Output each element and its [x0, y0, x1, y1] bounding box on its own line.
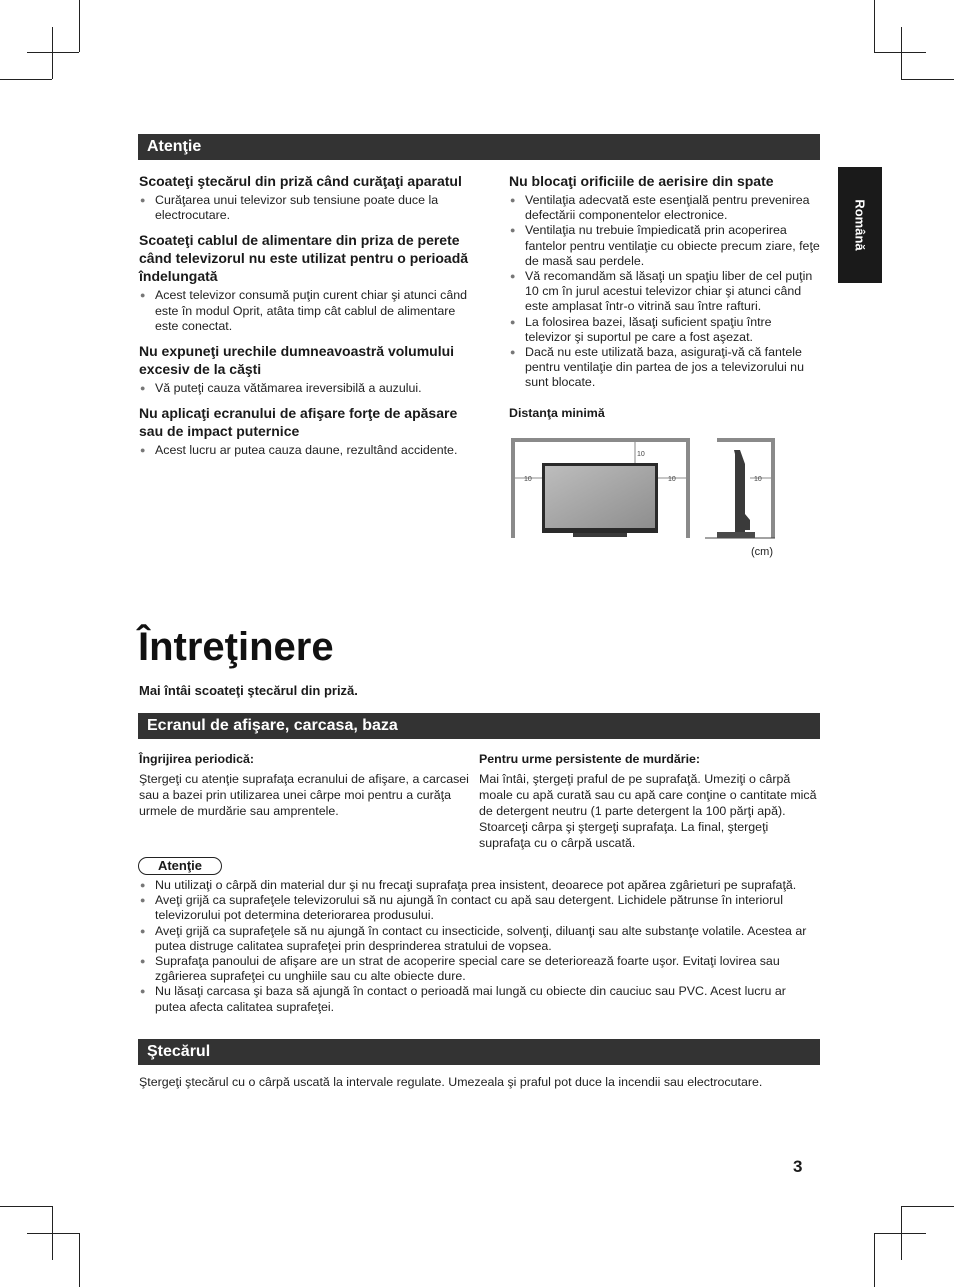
- maintenance-bullet: ● Aveţi grijă ca suprafeţele televizorului să nu ajungă în contact cu apă sau detergent. Lichidele pătrunse în interiorul televizorului pot determina deteriorarea produsului.: [139, 893, 820, 923]
- dim-side: 10: [754, 476, 762, 483]
- maintenance-intro: Mai întâi scoateţi ştecărul din priză.: [139, 683, 358, 698]
- language-tab-label: Română: [852, 199, 868, 251]
- maintenance-bullet: ● Nu lăsaţi carcasa şi baza să ajungă în contact o perioadă mai lungă cu obiecte din cauciuc sau PVC. Acest lucru ar putea afecta calitatea suprafeţei.: [139, 984, 820, 1014]
- caution-bullet: ● Vă puteţi cauza vătămarea ireversibilă a auzului.: [139, 381, 469, 396]
- caution-item: [139, 172, 469, 223]
- caution-item: [139, 231, 469, 334]
- periodic-text: Ştergeţi cu atenţie suprafaţa ecranului de afişare, a carcasei sau a bazei prin utilizarea unei cârpe moi pentru a curăţa urmele de murdărie sau amprentele.: [139, 772, 469, 818]
- ventilation-bullet: ● Ventilaţia nu trebuie împiedicată prin acoperirea fantelor pentru ventilaţie cu obiecte precum ziare, feţe de masă sau perdele.: [509, 223, 820, 269]
- clearance-diagram: [505, 430, 795, 565]
- caution-heading: Nu expuneţi urechile dumneavoastră volumului excesiv de la căşti: [139, 343, 455, 378]
- periodic-care: [139, 751, 477, 819]
- periodic-title: Îngrijirea periodică:: [139, 752, 254, 766]
- maintenance-caution-list: [139, 878, 820, 1023]
- ventilation-bullet: ● Ventilaţia adecvată este esenţială pentru prevenirea defectării componentelor electronice.: [509, 193, 820, 223]
- caution-heading: Scoateţi ştecărul din priză când curăţaţi aparatul: [139, 173, 462, 189]
- min-distance-label: Distanţa minimă: [509, 406, 605, 420]
- caution-heading: Nu aplicaţi ecranului de afişare forţe de apăsare sau de impact puternice: [139, 405, 458, 440]
- ventilation-bullet: ● La folosirea bazei, lăsaţi suficient spaţiu între televizor şi suportul pe care a fost aşezat.: [509, 315, 820, 345]
- stubborn-title: Pentru urme persistente de murdărie:: [479, 752, 701, 766]
- screen-section-header: Ecranul de afişare, carcasa, baza: [138, 713, 820, 739]
- caution-bullet: ● Acest televizor consumă puţin curent chiar şi atunci când este în modul Oprit, atâta timp cât cablul de alimentare este conectat.: [139, 288, 469, 334]
- ventilation-bullet: ● Vă recomandăm să lăsaţi un spaţiu liber de cel puţin 10 cm în jurul acestui televizor chiar şi atunci când este amplasat într-o vitrină sau între rafturi.: [509, 269, 820, 315]
- caution-section-header: Atenţie: [138, 134, 820, 160]
- maintenance-bullet: ● Aveţi grijă ca suprafeţele să nu ajungă în contact cu insecticide, solvenţi, diluanţi sau alte substanţe volatile. Acestea ar putea distruge calitatea suprafeţei prin desprinderea stratului de vopsea.: [139, 924, 820, 954]
- plug-section-header: Ştecărul: [138, 1039, 820, 1065]
- page-number: 3: [793, 1157, 803, 1176]
- caution-bullet: ● Curăţarea unui televizor sub tensiune poate duce la electrocutare.: [139, 193, 469, 223]
- caution-bullet: ● Acest lucru ar putea cauza daune, rezultând accidente.: [139, 443, 469, 458]
- unit-label: (cm): [751, 546, 773, 558]
- ventilation-heading: Nu blocaţi orificiile de aerisire din spate: [509, 173, 774, 189]
- ventilation-bullet: ● Dacă nu este utilizată baza, asiguraţi-vă că fantele pentru ventilaţie din partea de jos a televizorului nu sunt blocate.: [509, 345, 820, 391]
- dim-top: 10: [637, 451, 645, 458]
- caution-heading: Scoateţi cablul de alimentare din priza de perete când televizorul nu este utilizat pentru o perioadă îndelungată: [139, 232, 469, 285]
- caution-right-column: [509, 172, 820, 399]
- caution-item: [139, 404, 469, 458]
- stubborn-care: [479, 751, 820, 851]
- plug-text: Ştergeţi ştecărul cu o cârpă uscată la intervale regulate. Umezeala şi praful pot duce la incendii sau electrocutare.: [139, 1075, 763, 1089]
- caution-pill: Atenţie: [138, 857, 222, 875]
- stubborn-text: Mai întâi, ştergeţi praful de pe suprafaţă. Umeziţi o cârpă moale cu apă curată sau cu apă care conţine o cantitate mică de detergent neutru (1 parte detergent la 100 părţi apă). Stoarceţi cârpa şi ştergeţi suprafaţa. La final, ştergeţi suprafaţa cu o cârpă uscată.: [479, 772, 817, 850]
- maintenance-bullet: ● Suprafaţa panoului de afişare are un strat de acoperire special care se deteriorează foarte uşor. Evitaţi lovirea sau zgârierea suprafeţei cu unghiile sau cu alte obiecte dure.: [139, 954, 820, 984]
- dim-left: 10: [524, 476, 532, 483]
- maintenance-bullet: ● Nu utilizaţi o cârpă din material dur şi nu frecaţi suprafaţa prea insistent, deoarece pot apărea zgârieturi pe suprafaţă.: [139, 878, 820, 893]
- caution-item: [139, 342, 469, 396]
- language-tab: [838, 167, 882, 283]
- caution-left-column: [139, 172, 469, 466]
- dim-right: 10: [668, 476, 676, 483]
- page-title: Întreţinere: [138, 625, 334, 669]
